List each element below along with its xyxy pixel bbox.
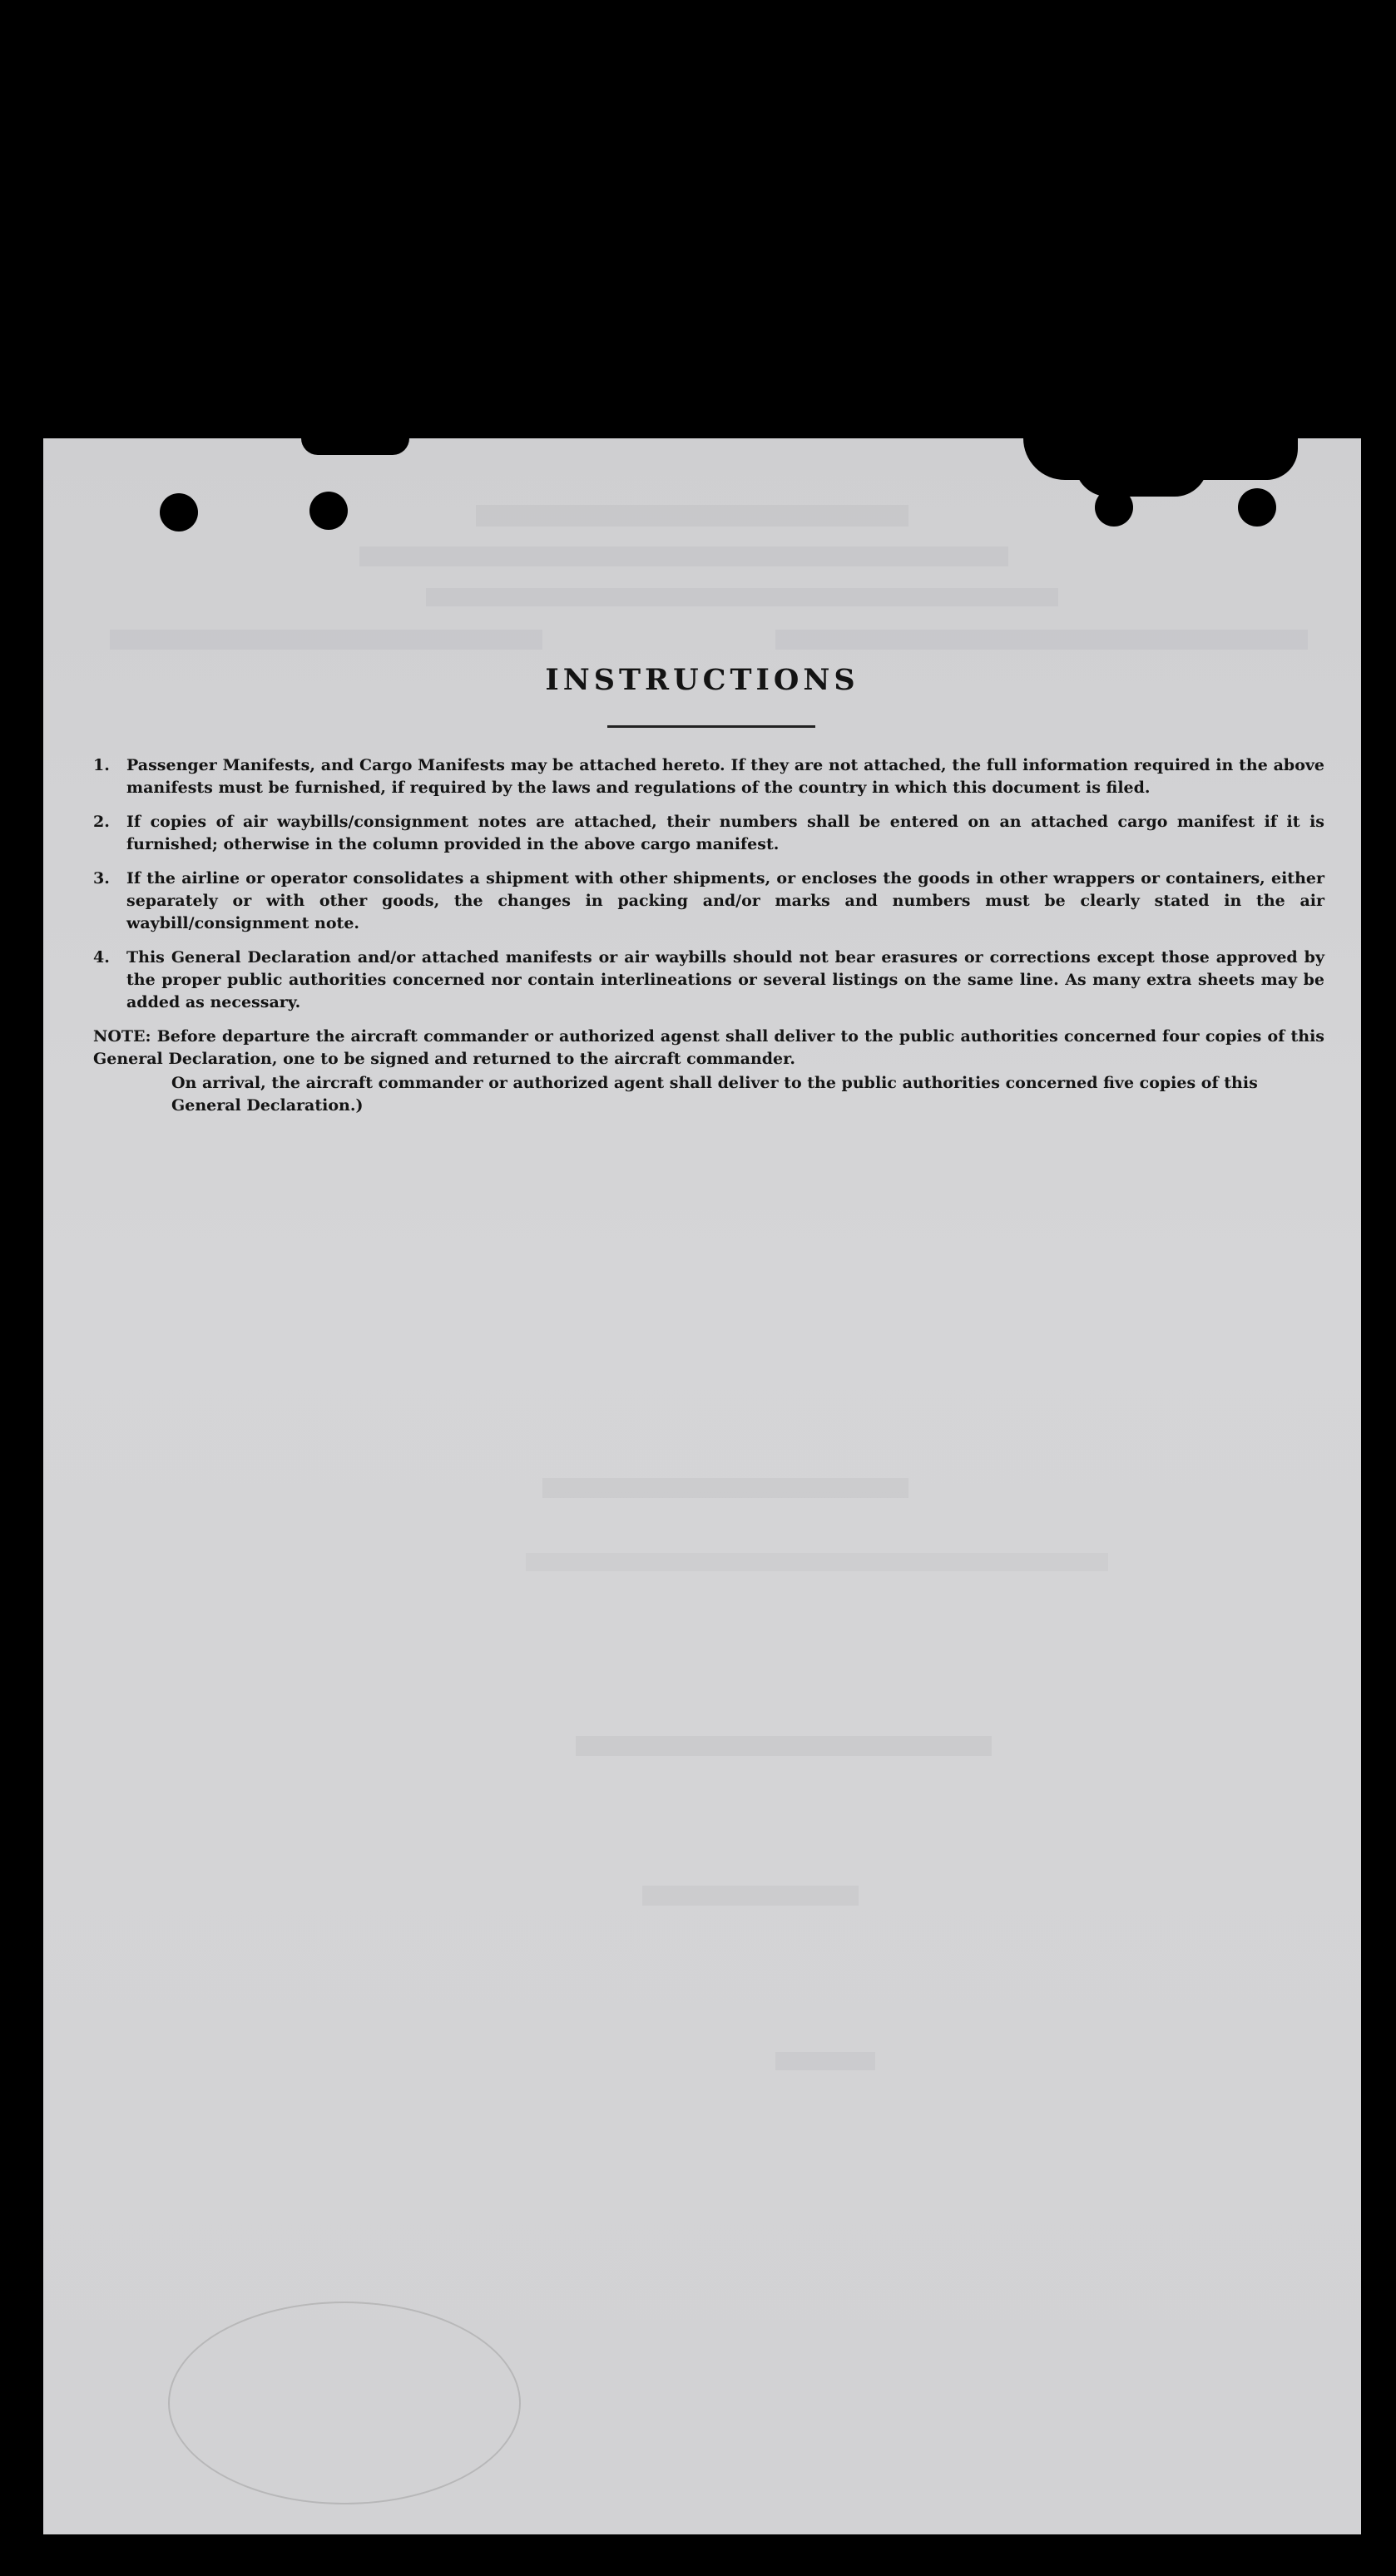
instructions-list xyxy=(93,754,1324,1117)
item-text: If the airline or operator consolidates a shipment with other shipments, or encloses the goods in other wrappers or containers, either separately or with other goods, the changes in packing and/or marks and numbers must be clearly stated in the air waybill/consignment note. xyxy=(126,869,1324,932)
item-text: If copies of air waybills/consignment notes are attached, their numbers shall be entered on an attached cargo manifest if it is furnished; otherwise in the column provided in the above cargo manifest. xyxy=(126,813,1324,853)
instruction-item xyxy=(93,754,1324,799)
instruction-item xyxy=(93,868,1324,935)
show-through-text xyxy=(542,1478,908,1498)
item-number: 4. xyxy=(93,948,110,967)
show-through-text xyxy=(775,630,1308,650)
show-through-text xyxy=(476,505,908,527)
item-number: 3. xyxy=(93,869,110,888)
title-underline xyxy=(607,725,815,728)
torn-edge xyxy=(1075,463,1208,497)
note-block xyxy=(93,1026,1324,1117)
document-sheet xyxy=(43,438,1361,2534)
page-title: INSTRUCTIONS xyxy=(545,663,859,697)
punch-hole xyxy=(309,492,348,530)
instruction-item xyxy=(93,811,1324,856)
faint-signature-mark xyxy=(168,2302,521,2504)
show-through-text xyxy=(110,630,542,650)
instruction-item xyxy=(93,947,1324,1014)
note-departure-line xyxy=(93,1026,1324,1070)
torn-edge xyxy=(301,438,409,455)
item-number: 1. xyxy=(93,756,110,774)
item-text: Passenger Manifests, and Cargo Manifests may be attached hereto. If they are not attached, the full information required in the above manifests must be furnished, if required by the laws and regulations of the country in which this document is filed. xyxy=(126,756,1324,797)
note-label: NOTE: xyxy=(93,1027,151,1046)
item-number: 2. xyxy=(93,813,110,831)
punch-hole xyxy=(1238,488,1276,527)
item-text: This General Declaration and/or attached manifests or air waybills should not bear erasures or corrections except those approved by the proper public authorities concerned nor contain interlineations or several listings on the same line. As many extra sheets may be added as necessary. xyxy=(126,948,1324,1011)
note-departure-text: Before departure the aircraft commander or authorized agenst shall deliver to the public authorities concerned four copies of this General Declaration, one to be signed and returned to the aircraft commander. xyxy=(93,1027,1324,1068)
show-through-text xyxy=(775,2052,875,2070)
show-through-text xyxy=(359,546,1008,566)
show-through-text xyxy=(526,1553,1108,1571)
note-arrival-text: On arrival, the aircraft commander or authorized agent shall deliver to the public authorities concerned five copies of this General Declaration.) xyxy=(171,1074,1258,1115)
show-through-text xyxy=(426,588,1058,606)
punch-hole xyxy=(1095,488,1133,527)
show-through-text xyxy=(642,1886,859,1906)
punch-hole xyxy=(160,493,198,532)
show-through-text xyxy=(576,1736,992,1756)
